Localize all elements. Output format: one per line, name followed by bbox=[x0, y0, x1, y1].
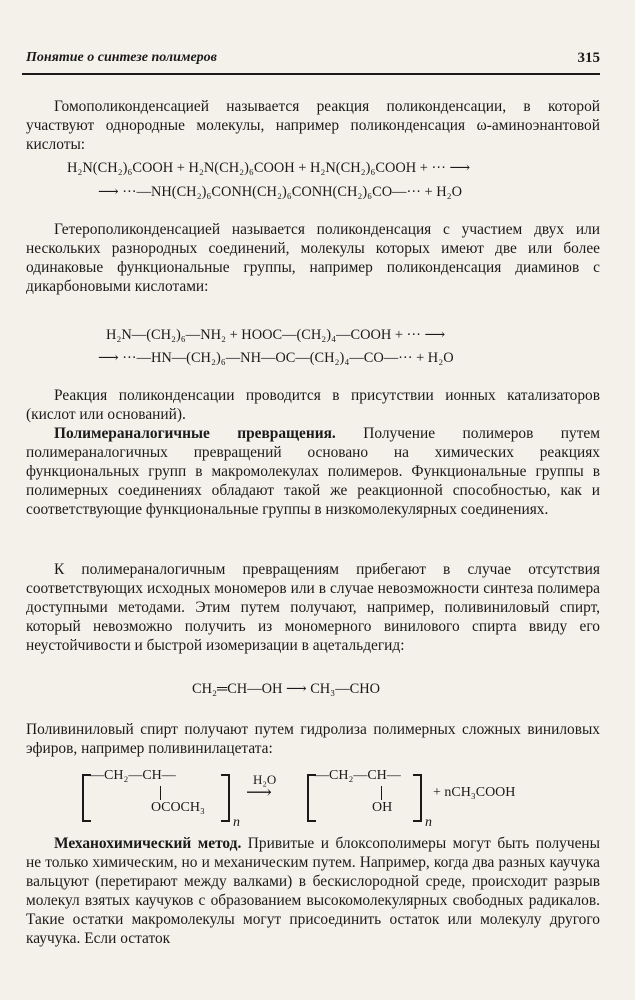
header-rule bbox=[22, 73, 600, 75]
text-mechanochemical: Привитые и блоксополимеры могут быть получены не только химическим, но и механическим путем. Например, когда два разных каучука вальцуют (перетирают между валками) в бескислородной среде, происходит разрыв молекул взятых каучуков с образованием высокомолекулярных свободных радикалов. Такие остатки макромолекулы могут присоединить остаток или молекулу другого каучука. Если остаток bbox=[26, 835, 600, 947]
paragraph-polyvinyl-alcohol: К полимераналогичным превращениям прибегают в случае отсутствия соответствующих исходных мономеров или в случае невозможности синтеза полимера доступными методами. Этим путем получают, например, поливиниловый спирт, который невозможно получить из мономерного винилового спирта ввиду его неустойчивости и быстрой изомеризации в ацетальдегид: bbox=[26, 561, 600, 654]
paragraph-mechanochemical bbox=[26, 834, 600, 948]
pva-left-group: OCOCH₃ bbox=[151, 800, 205, 815]
pva-left-chain: —CH₂—CH— bbox=[90, 768, 176, 783]
text-polymer-analogous: Получение полимеров путем полимераналогичных превращений основано на химических реакциях функциональных групп в макромолекулах полимеров. Функциональные группы в полимерных соединениях обладают такой же реакционной способностью, как и соответствующие функциональные группы в низкомолекулярных соединениях. bbox=[26, 425, 600, 518]
formula-1-line-2: ⟶ ···—NH(CH₂)₆CONH(CH₂)₆CONH(CH₂)₆CO—··· + H₂O bbox=[98, 184, 463, 200]
page-header bbox=[22, 50, 600, 72]
pva-right-n: n bbox=[425, 815, 432, 830]
heading-polymer-analogous: Полимераналогичные превращения. bbox=[54, 425, 336, 442]
page-number: 315 bbox=[577, 50, 600, 66]
pva-reagent: H₂O bbox=[253, 772, 277, 787]
pva-right-bond bbox=[381, 786, 382, 800]
heading-mechanochemical: Механохимический метод. bbox=[54, 835, 242, 852]
pva-left-bond bbox=[160, 786, 161, 800]
pva-right-chain: —CH₂—CH— bbox=[315, 768, 401, 783]
running-title: Понятие о синтезе полимеров bbox=[26, 50, 217, 65]
pva-arrow: ⟶ bbox=[246, 782, 272, 802]
formula-1-line-1: H₂N(CH₂)₆COOH + H₂N(CH₂)₆COOH + H₂N(CH₂)₆COOH + ··· ⟶ bbox=[67, 160, 471, 176]
pva-product: + nCH₃COOH bbox=[433, 785, 516, 800]
paragraph-homopolycondensation: Гомополиконденсацией называется реакция поликонденсации, в которой участвуют однородные молекулы, например поликонденсация ω-аминоэнантовой кислоты: bbox=[26, 98, 600, 153]
left-bracket-close bbox=[221, 774, 230, 822]
formula-3: CH₂═CH—OH ⟶ CH₃—CHO bbox=[192, 681, 380, 697]
formula-2-line-2: ⟶ ···—HN—(CH₂)₆—NH—OC—(CH₂)₄—CO—··· + H₂O bbox=[98, 350, 454, 366]
pva-left-n: n bbox=[233, 815, 240, 830]
formula-2-line-1: H₂N—(CH₂)₆—NH₂ + HOOC—(CH₂)₄—COOH + ··· ⟶ bbox=[106, 327, 446, 343]
paragraph-hydrolysis: Поливиниловый спирт получают путем гидролиза полимерных сложных виниловых эфиров, например поливинилацетата: bbox=[26, 721, 600, 757]
paragraph-heteropolycondensation: Гетерополиконденсацией называется поликонденсация с участием двух или нескольких разнородных соединений, молекулы которых имеют две или более одинаковые функциональные группы, например поликонденсация диаминов с дикарбоновыми кислотами: bbox=[26, 221, 600, 295]
right-bracket-close bbox=[413, 774, 422, 822]
pva-right-group: OH bbox=[372, 800, 393, 815]
paragraph-catalysts: Реакция поликонденсации проводится в присутствии ионных катализаторов (кислот или оснований). bbox=[26, 387, 600, 423]
paragraph-polymer-analogous bbox=[26, 424, 600, 519]
